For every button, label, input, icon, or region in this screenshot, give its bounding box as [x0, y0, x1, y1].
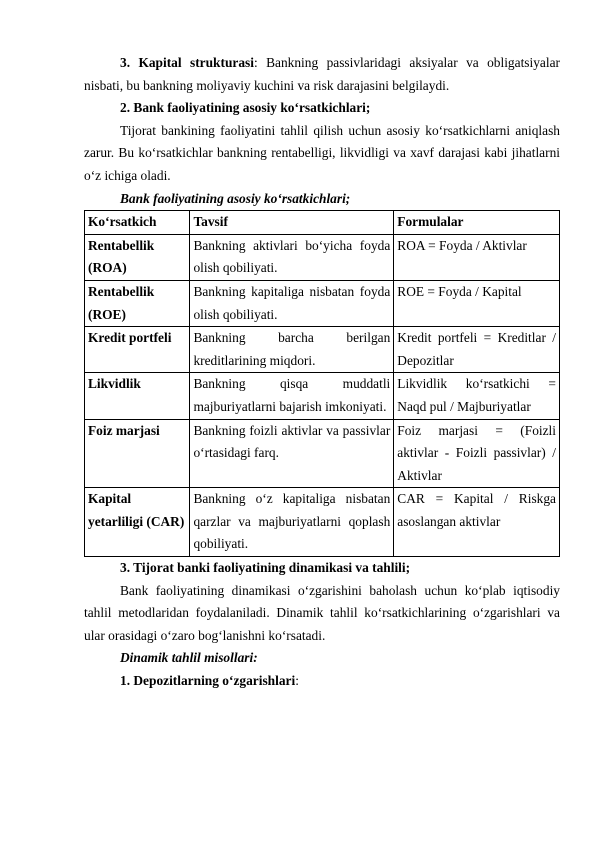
- capital-structure-heading: 3. Kapital strukturasi: [120, 55, 254, 70]
- key-indicators-paragraph: Tijorat bankining faoliyatini tahlil qilish uchun asosiy ko‘rsatkichlarni aniqlash zarur. Bu ko‘rsatkichlar bankning rentabelligi, likvidligi va xavf darajasi kabi jihatlarni o‘z ichiga oladi.: [84, 122, 560, 183]
- table-row: [85, 280, 560, 326]
- key-indicators-heading: 2. Bank faoliyatining asosiy ko‘rsatkichlari;: [120, 100, 371, 116]
- cell-description: Bankning barcha berilgan kreditlarining miqdori.: [190, 327, 394, 373]
- header-indicator: Ko‘rsatkich: [85, 211, 190, 235]
- cell-description: Bankning qisqa muddatli majburiyatlarni bajarish imkoniyati.: [190, 373, 394, 419]
- header-formula: Formulalar: [394, 211, 560, 235]
- cell-description: Bankning aktivlari bo‘yicha foyda olish qobiliyati.: [190, 234, 394, 280]
- dynamics-paragraph: Bank faoliyatining dinamikasi o‘zgarishini baholash uchun ko‘plab iqtisodiy tahlil metodlaridan foydalaniladi. Dinamik tahlil ko‘rsatkichlarining o‘zgarishlari va ular orasidagi o‘zaro bog‘lanishni ko‘rsatadi.: [84, 582, 560, 643]
- deposits-item-label: 1. Depozitlarning o‘zgarishlari: [120, 673, 296, 689]
- table-row: [85, 234, 560, 280]
- dynamic-examples-heading: Dinamik tahlil misollari:: [120, 650, 258, 666]
- cell-indicator: Rentabellik (ROA): [85, 234, 190, 280]
- table-caption: Bank faoliyatining asosiy ko‘rsatkichlari;: [120, 190, 351, 206]
- cell-formula: Foiz marjasi = (Foizli aktivlar - Foizli passivlar) / Aktivlar: [394, 419, 560, 488]
- table-row: [85, 488, 560, 557]
- cell-formula: ROA = Foyda / Aktivlar: [394, 234, 560, 280]
- cell-description: Bankning kapitaliga nisbatan foyda olish qobiliyati.: [190, 280, 394, 326]
- cell-formula: ROE = Foyda / Kapital: [394, 280, 560, 326]
- dynamics-heading: 3. Tijorat banki faoliyatining dinamikasi va tahlili;: [120, 560, 411, 576]
- header-description: Tavsif: [190, 211, 394, 235]
- table-row: [85, 373, 560, 419]
- cell-description: Bankning o‘z kapitaliga nisbatan qarzlar va majburiyatlarni qoplash qobiliyati.: [190, 488, 394, 557]
- capital-structure-text: : Bankning passivlaridagi aksiyalar va obligatsiyalar nisbati, bu bankning moliyaviy kuchini va risk darajasini belgilaydi.: [84, 55, 560, 93]
- cell-indicator: Kapital yetarliligi (CAR): [85, 488, 190, 557]
- cell-description: Bankning foizli aktivlar va passivlar o‘rtasidagi farq.: [190, 419, 394, 488]
- document-page: [84, 52, 560, 693]
- deposits-item-suffix: :: [295, 673, 299, 689]
- table-row: [85, 419, 560, 488]
- cell-formula: Likvidlik ko‘rsatkichi = Naqd pul / Majburiyatlar: [394, 373, 560, 419]
- cell-formula: Kredit portfeli = Kreditlar / Depozitlar: [394, 327, 560, 373]
- indicators-table: [84, 210, 560, 557]
- cell-indicator: Kredit portfeli: [85, 327, 190, 373]
- cell-indicator: Foiz marjasi: [85, 419, 190, 488]
- cell-formula: CAR = Kapital / Riskga asoslangan aktivlar: [394, 488, 560, 557]
- table-row: [85, 327, 560, 373]
- table-header-row: [85, 211, 560, 235]
- cell-indicator: Rentabellik (ROE): [85, 280, 190, 326]
- cell-indicator: Likvidlik: [85, 373, 190, 419]
- deposits-item: [84, 670, 560, 693]
- capital-structure-paragraph: [84, 52, 560, 97]
